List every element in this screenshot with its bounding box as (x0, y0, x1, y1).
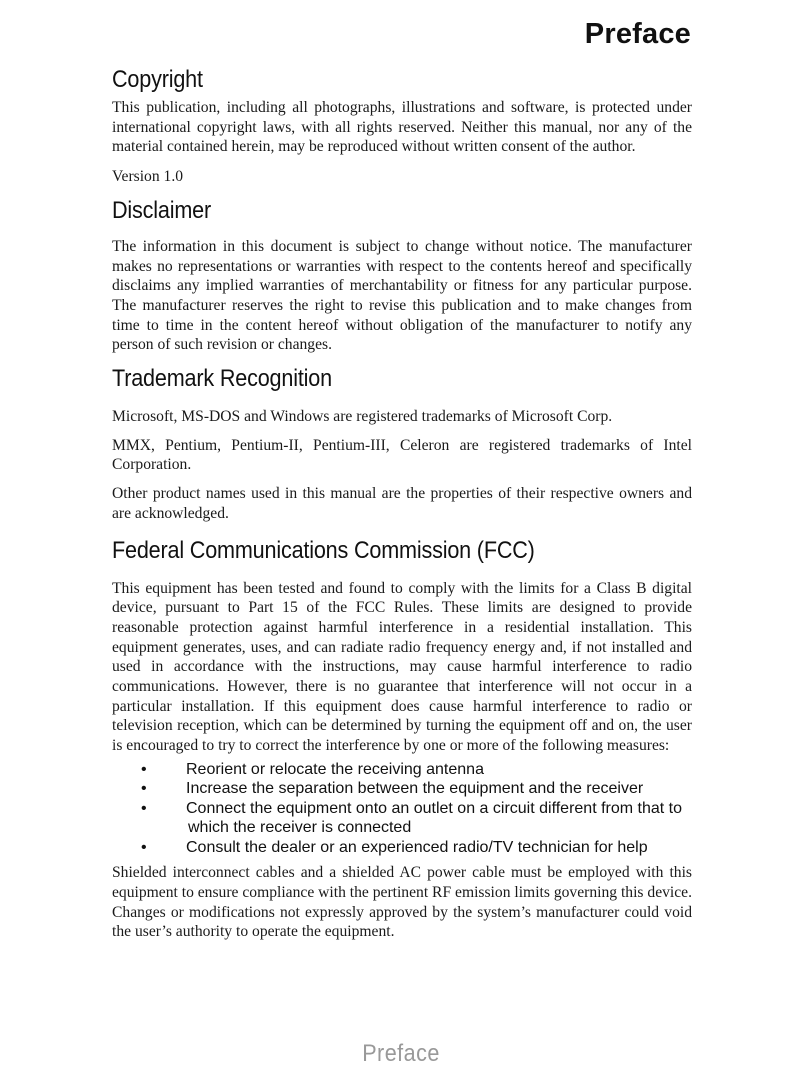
measure-text: Consult the dealer or an experienced radio/TV technician for help (186, 838, 648, 856)
measure-text: Connect the equipment onto an outlet on a circuit different from that to (186, 799, 683, 817)
fcc-measures-list (112, 760, 692, 858)
trademark-section (112, 361, 692, 524)
list-item (112, 779, 692, 799)
bullet-icon: • (141, 838, 147, 856)
list-item (112, 838, 692, 858)
document-body (112, 62, 692, 942)
trademark-paragraph-others: Other product names used in this manual are the properties of their respective owners and are acknowledged. (112, 485, 692, 522)
fcc-intro-paragraph: This equipment has been tested and found to comply with the limits for a Class B digital device, pursuant to Part 15 of the FCC Rules. These limits are designed to provide reasonable protection against harmful interference in a residential installation. This equipment generates, uses, and can radiate radio frequency energy and, if not installed and used in accordance with the instructions, may cause harmful interference to radio communications. However, there is no guarantee that interference will not occur in a particular installation. If this equipment does cause harmful interference to radio or television reception, which can be determined by turning the equipment off and on, the user is encouraged to try to correct the interference by one or more of the following measures: (112, 579, 692, 755)
version-text: Version 1.0 (112, 168, 184, 186)
trademark-paragraph-microsoft: Microsoft, MS-DOS and Windows are registered trademarks of Microsoft Corp. (112, 408, 613, 426)
disclaimer-section (112, 193, 692, 355)
bullet-icon: • (141, 760, 147, 778)
page-footer-label: Preface (362, 1040, 440, 1067)
fcc-heading: Federal Communications Commission (FCC) (112, 536, 535, 564)
copyright-heading: Copyright (112, 66, 203, 93)
page-header-title: Preface (584, 18, 691, 50)
disclaimer-heading: Disclaimer (112, 196, 212, 224)
measure-text: Reorient or relocate the receiving antenna (186, 760, 484, 778)
disclaimer-paragraph: The information in this document is subject to change without notice. The manufacturer makes no representations or warranties with respect to the contents hereof and specifically disclaims any implied warranties of merchantability or fitness for any particular purpose. The manufacturer reserves the right to revise this publication and to make changes from time to time in the content hereof without obligation of the manufacturer to notify any person of such revision or changes. (112, 237, 692, 354)
copyright-paragraph: This publication, including all photographs, illustrations and software, is protected under international copyright laws, with all rights reserved. Neither this manual, nor any of the material contained herein, may be reproduced without written consent of the author. (112, 99, 692, 156)
fcc-section (112, 533, 692, 943)
trademark-paragraph-intel: MMX, Pentium, Pentium-II, Pentium-III, Celeron are registered trademarks of Intel Corporation. (112, 436, 692, 474)
list-item (112, 799, 692, 838)
measure-text: Increase the separation between the equipment and the receiver (186, 780, 644, 798)
list-item (112, 760, 692, 780)
copyright-section (112, 62, 692, 187)
bullet-icon: • (141, 780, 147, 798)
bullet-icon: • (141, 799, 147, 817)
fcc-closing-paragraph: Shielded interconnect cables and a shielded AC power cable must be employed with this equipment to ensure compliance with the pertinent RF emission limits governing this device. Changes or modifications not expressly approved by the system’s manufacturer could void the user’s authority to operate the equipment. (112, 864, 692, 941)
trademark-heading: Trademark Recognition (112, 365, 332, 393)
measure-text-continuation: which the receiver is connected (188, 819, 412, 837)
